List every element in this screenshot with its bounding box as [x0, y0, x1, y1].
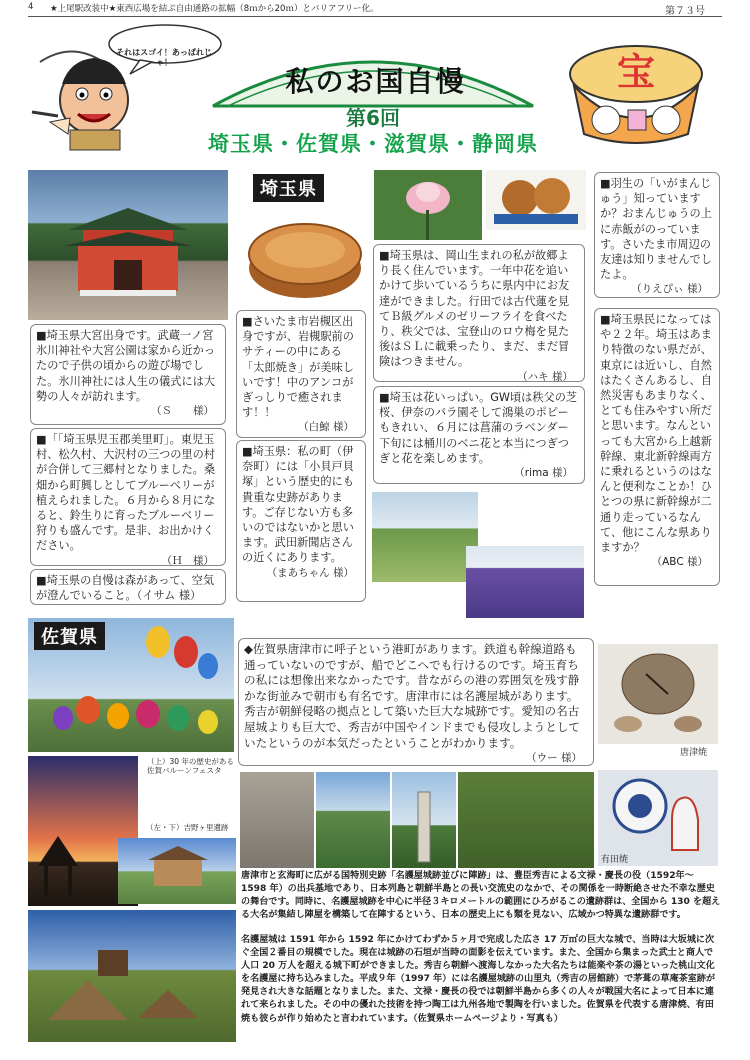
stone-wall-photo [240, 772, 314, 868]
balloon-caption: （上）30 年の歴史がある佐賀バルーンフェスタ [147, 757, 234, 775]
letter-2-text: ■「「埼玉県児玉郡美里町」。東児玉村、松久村、大沢村の三つの里の村が合併して三郷村となりました。桑畑から町興しとしてブルーベリーが植えられました。６月から８月になると、鈴生りに育ったブルーベリー狩りも盛んです。是非、お出かけください。 [36, 433, 216, 553]
saitama-letter-4 [236, 310, 366, 438]
saitama-letter-5 [236, 440, 366, 602]
karatsu-ware-photo [598, 644, 718, 744]
flower-field-photo [372, 492, 478, 582]
letter-6-text: ■埼玉県は、岡山生まれの私が故郷より長く住んでいます。一年中花を追いかけて歩いているうちに県内中にお友達ができました。行田では古代蓮を見てＢ級グルメのゼリーフライを食べたり、秩父では、宝登山のロウ梅を見た後はＳＬに載乗ったり、まだ、まだ冒険はつきません。 [379, 249, 570, 369]
episode-label: 第6回 [346, 106, 400, 130]
letter-9-signature: （ABC 様） [651, 556, 708, 569]
yoshinogari-houses-photo [28, 910, 236, 1042]
letter-1-text: ■埼玉県大宮出身です。武蔵一ノ宮氷川神社や大宮公園は家から近かったので子供の頃からの遊び場でした。氷川神社には人生の儀式には大勢の人々が訪れます。 [36, 329, 216, 403]
jelly-fry-photo [486, 170, 586, 230]
lavender-photo [466, 546, 584, 618]
saitama-letter-7 [373, 386, 585, 484]
lotus-photo [374, 170, 482, 240]
letter-7-signature: （rima 様） [514, 467, 573, 480]
speech-bubble-text: それはスゴイ！あっぱれじゃ！ [116, 48, 212, 67]
letter-7-text: ■埼玉は花いっぱい。GW頃は秩父の芝桜、伊奈のバラ園そして鴻巣のポピーもきれい、６月には菖蒲のラベンダー下旬には桶川のベニ花と本当につぎつぎと花を楽しめます。 [379, 391, 578, 465]
saitama-letter-2 [30, 428, 226, 566]
yoshinogari-caption: （左・下）吉野ヶ里遺跡 [146, 823, 229, 832]
letter-4-text: ■さいたま市岩槻区出身ですが、岩槻駅前のサティーの中にある「太郎焼き」が美味しいです！中のアンコがぎっしりで癒されます！！ [242, 315, 354, 420]
letter-6-signature: （ハキ 様） [517, 370, 573, 382]
letter-9-text: ■埼玉県民になってはや２２年。埼玉はあまり特徴のない県だが、東京には近いし、自然はたくさんあるし、自然災害もあまりなく、とても住みやすい所だと思います。なんといっても大宮から上越新幹線、東北新幹線両方に乗れるというのはなんと便利なことか！ひとつの県に新幹線が二通り走っているなんて、他にこんな県ありますか？ [600, 313, 712, 555]
letter-5-signature: （まあちゃん 様） [266, 566, 354, 579]
saga-letter [238, 638, 594, 766]
saitama-letter-9 [594, 308, 720, 586]
saitama-letter-8 [594, 172, 720, 298]
treasure-character: 宝 [616, 50, 655, 94]
arita-caption: 有田焼 [601, 855, 629, 865]
main-title: 私のお国自慢 [285, 65, 466, 98]
forest-path-photo [458, 772, 594, 868]
letter-1-signature: （Ｓ 様） [151, 405, 214, 418]
taro-yaki-photo [244, 204, 366, 308]
letter-4-signature: （白鯨 様） [298, 421, 354, 434]
header-rule [28, 16, 722, 17]
issue-number: 第７３号 [665, 6, 705, 17]
nagoya-castle-paragraph-1: 唐津市と玄海町に広がる国特別史跡「名護屋城跡並びに陣跡」は、豊臣秀吉による文禄・慶長の役（1592年～ 1598 年）の出兵基地であり、日本列島と朝鮮半島との長い交流史のなかで、その関係を一時断絶させた不幸な歴史の舞台です。同時に、名護屋城跡を中心に半径３キロメートルの範囲にひろがるこの遺跡群は、全国から 130 を超える大名が集結し陣屋を構築して在陣するという、日本の歴史上にも類を見ない、広域かつ特異な遺跡群です。 [241, 871, 721, 921]
saitama-letter-3 [30, 569, 226, 605]
prefecture-list: 埼玉県・佐賀県・滋賀県・静岡県 [208, 132, 538, 156]
letter-2-signature: （Ｈ 様） [161, 554, 214, 566]
mascot-illustration [30, 22, 225, 152]
header-slogan: ★上尾駅改装中★東西広場を結ぶ自由通路の拡幅（8ｍから20ｍ）とバリアフリー化。 [50, 4, 379, 14]
letter-5-text: ■埼玉県：私の町（伊奈町）には「小貝戸貝塚」という歴史的にも貴重な史跡があります。ご存じない方も多いのではないかと思います。武田新聞店さんの近くにあります。 [242, 445, 354, 565]
hikawa-shrine-photo [28, 170, 228, 320]
letter-8-signature: （りえぴぃ 様） [631, 283, 708, 296]
letter-8-text: ■羽生の「いがまんじゅう」知っていますか？おまんじゅうの上に赤飯がのっています。さいたま市周辺の友達は知りませんでしたよ。 [600, 177, 712, 282]
monument-photo [392, 772, 456, 868]
page-number: 4 [28, 2, 34, 12]
saitama-letter-6 [373, 244, 585, 382]
saga-letter-text: ◆佐賀県唐津市に呼子という港町があります。鉄道も幹線道路も通っていないのですが、船でどこへでも行けるのです。埼玉育ちの私には想像出来なかったです。昔ながらの港の雰囲気を残す静かな街並みで朝市も有名です。唐津市には名護屋城があります。秀吉が朝鮮侵略の拠点として築いた巨大な城跡です。愛知の名古屋城よりも巨大で、秀吉が中国やインドまでも侵攻しようとしていたというのが本気だったということがわかります。 [244, 642, 580, 750]
nagoya-castle-paragraph-2: 名護屋城は 1591 年から 1592 年にかけてわずか５ヶ月で完成した広さ 17 万㎡の巨大な城で、当時は大坂城に次ぐ全国２番目の規模でした。現在は城跡の石垣が当時の面影を伝えています。また、全国から集まった武士と商人で人口 20 万人を超える城下町ができました。秀吉ら朝鮮へ渡海しなかった大名たちは能楽や茶の湯といった桃山文化を名護屋に持ち込みました。平成９年（1997 年）には名護屋城跡の山里丸（秀吉の居館跡）で茅葺の草庵茶室跡が発見され大きな話題となりました。また、文禄・慶長の役では朝鮮半島から多くの人々が戦国大名によって日本に連れて来られました。その中の優れた技術を持つ陶工は九州各地で製陶を行いました。佐賀県を代表する唐津焼、有田焼も彼らが作り始めたと言われています。（佐賀県ホームページより・写真も） [241, 935, 716, 1024]
saitama-label: 埼玉県 [253, 174, 324, 202]
saitama-letter-1 [30, 324, 226, 425]
letter-3-text: ■埼玉県の自慢は森があって、空気が澄んでいること。（イサム 様） [36, 574, 215, 603]
yoshinogari-tower-photo [118, 838, 236, 904]
saga-letter-signature: （ウー 様） [526, 752, 582, 765]
saga-label: 佐賀県 [34, 622, 105, 650]
castle-view-photo [316, 772, 390, 868]
karatsu-caption: 唐津焼 [680, 748, 708, 758]
